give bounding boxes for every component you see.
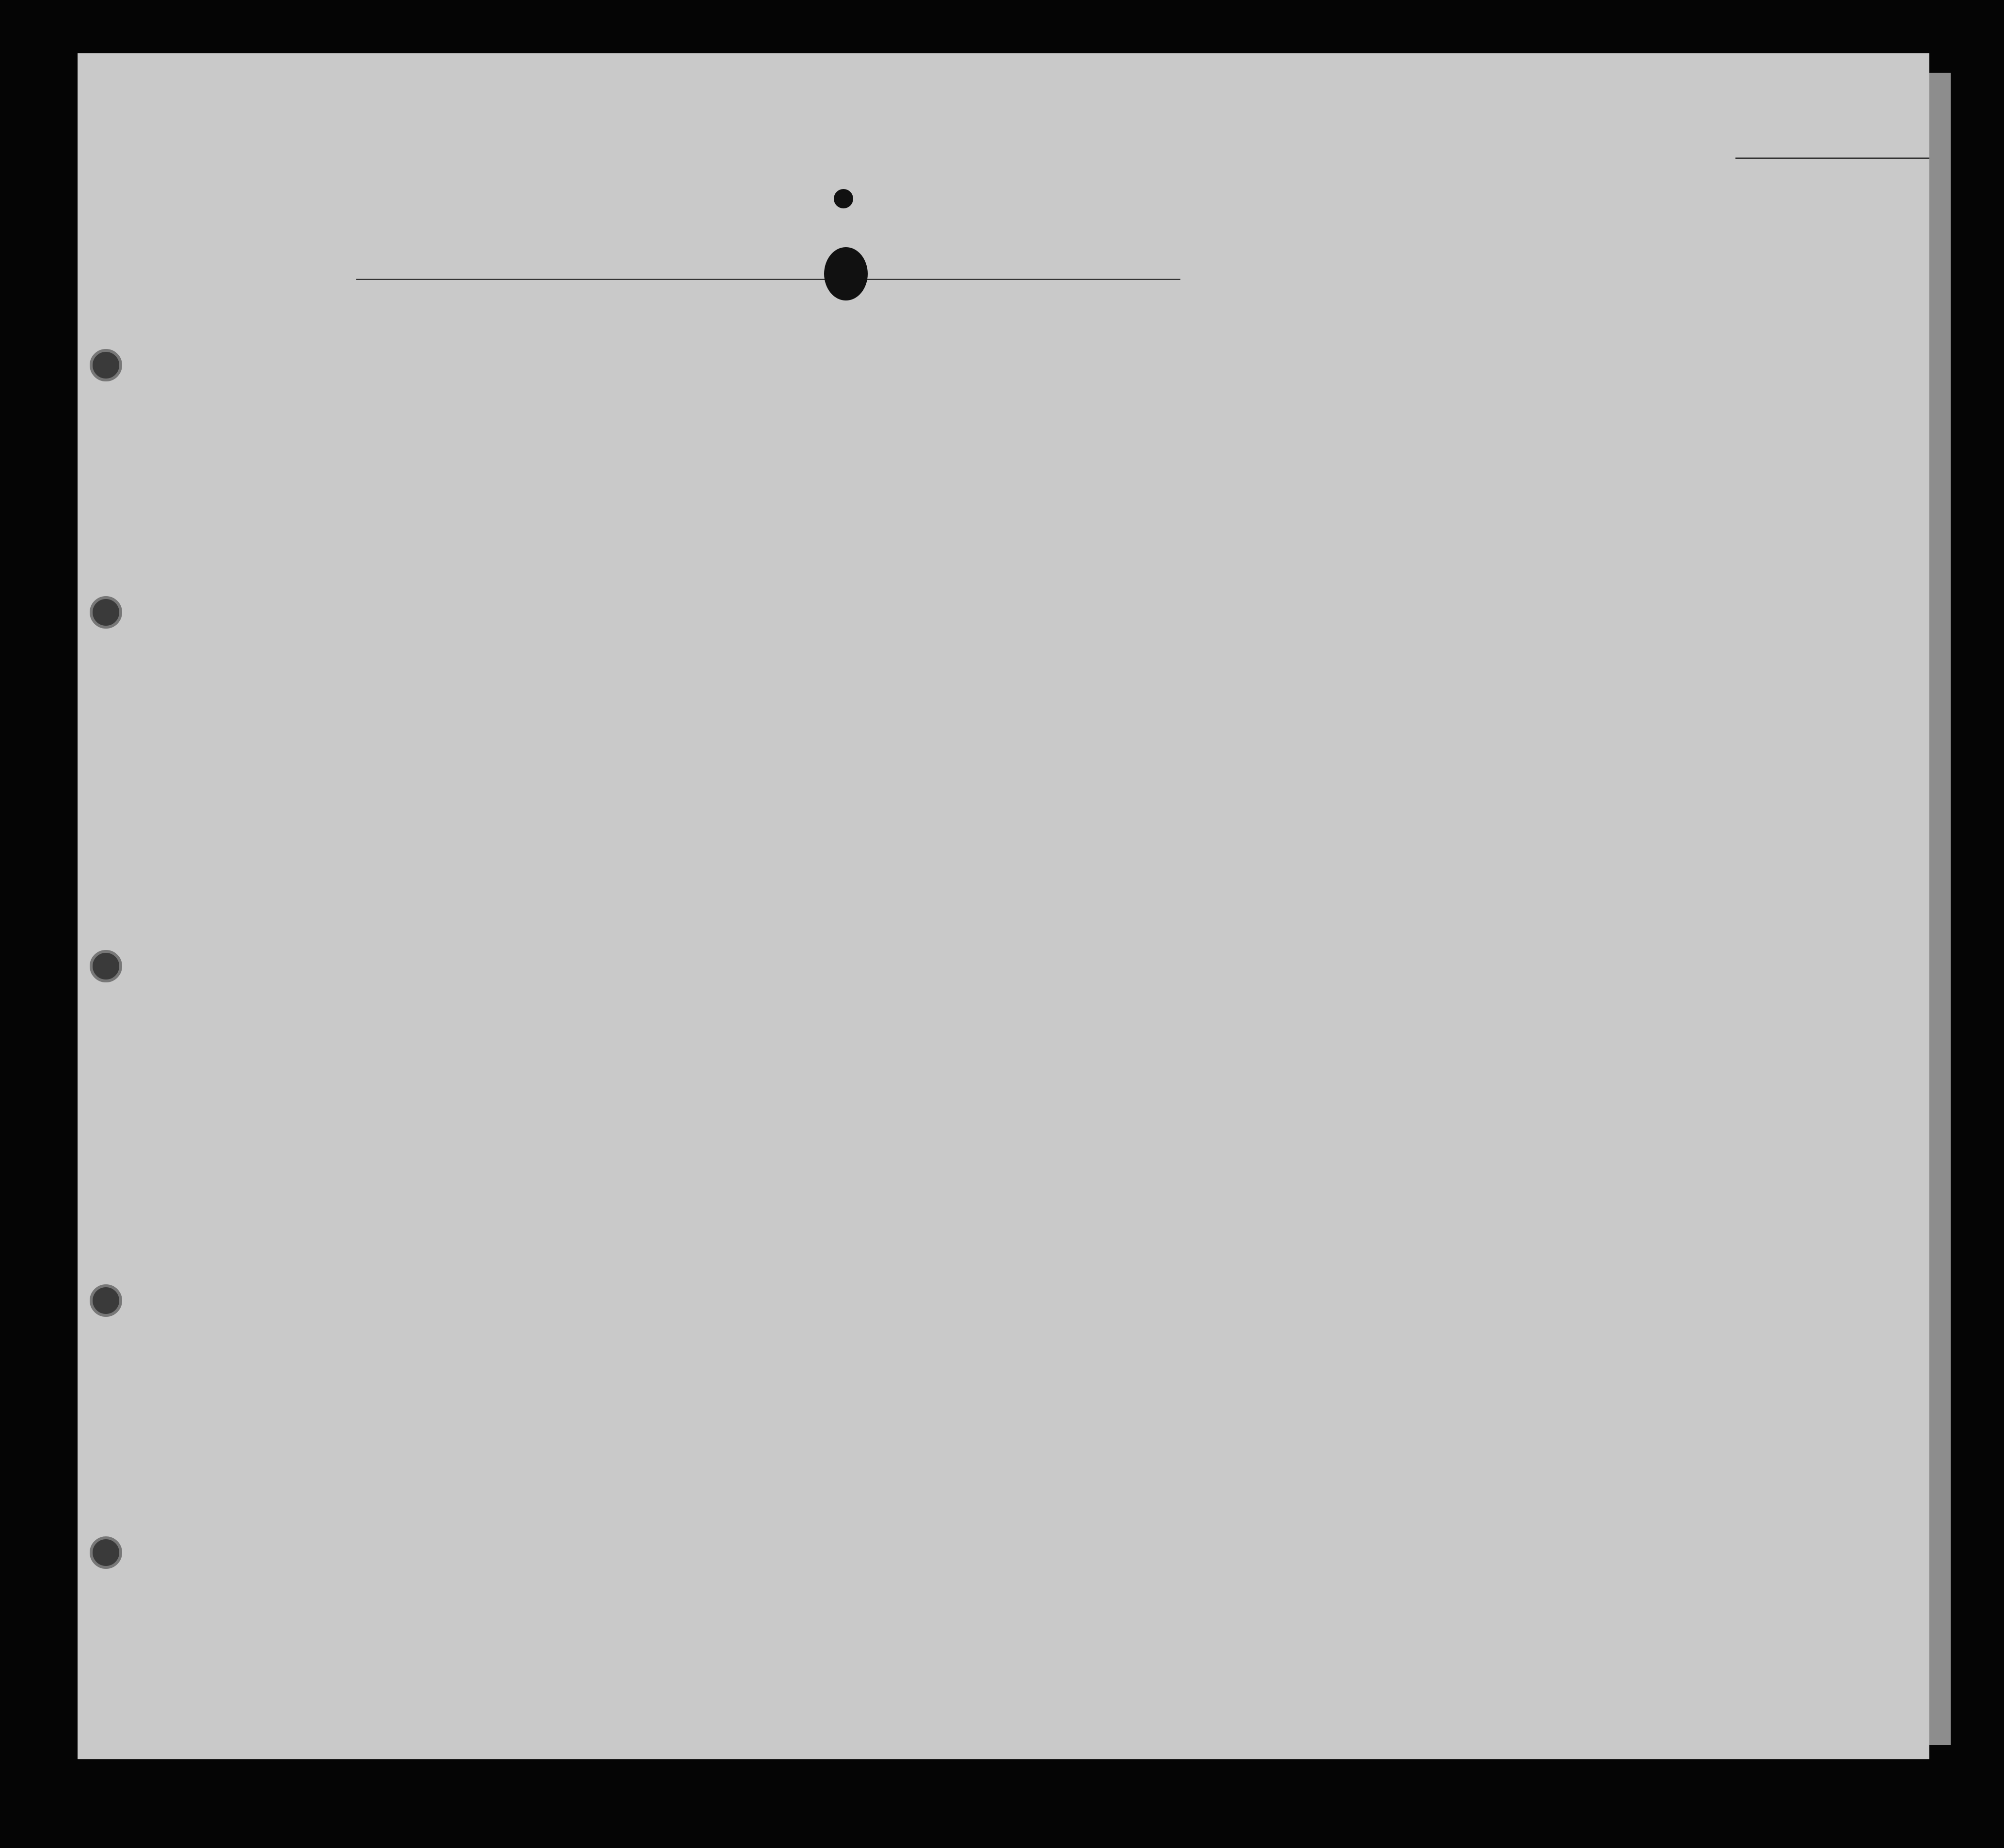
binder-hole	[90, 596, 122, 629]
binder-hole	[90, 1284, 122, 1317]
binder-hole	[90, 349, 122, 381]
binder-hole	[90, 1536, 122, 1569]
binder-hole	[90, 950, 122, 982]
form-grid	[78, 53, 1929, 1759]
manifest-sheet	[78, 53, 1929, 1759]
